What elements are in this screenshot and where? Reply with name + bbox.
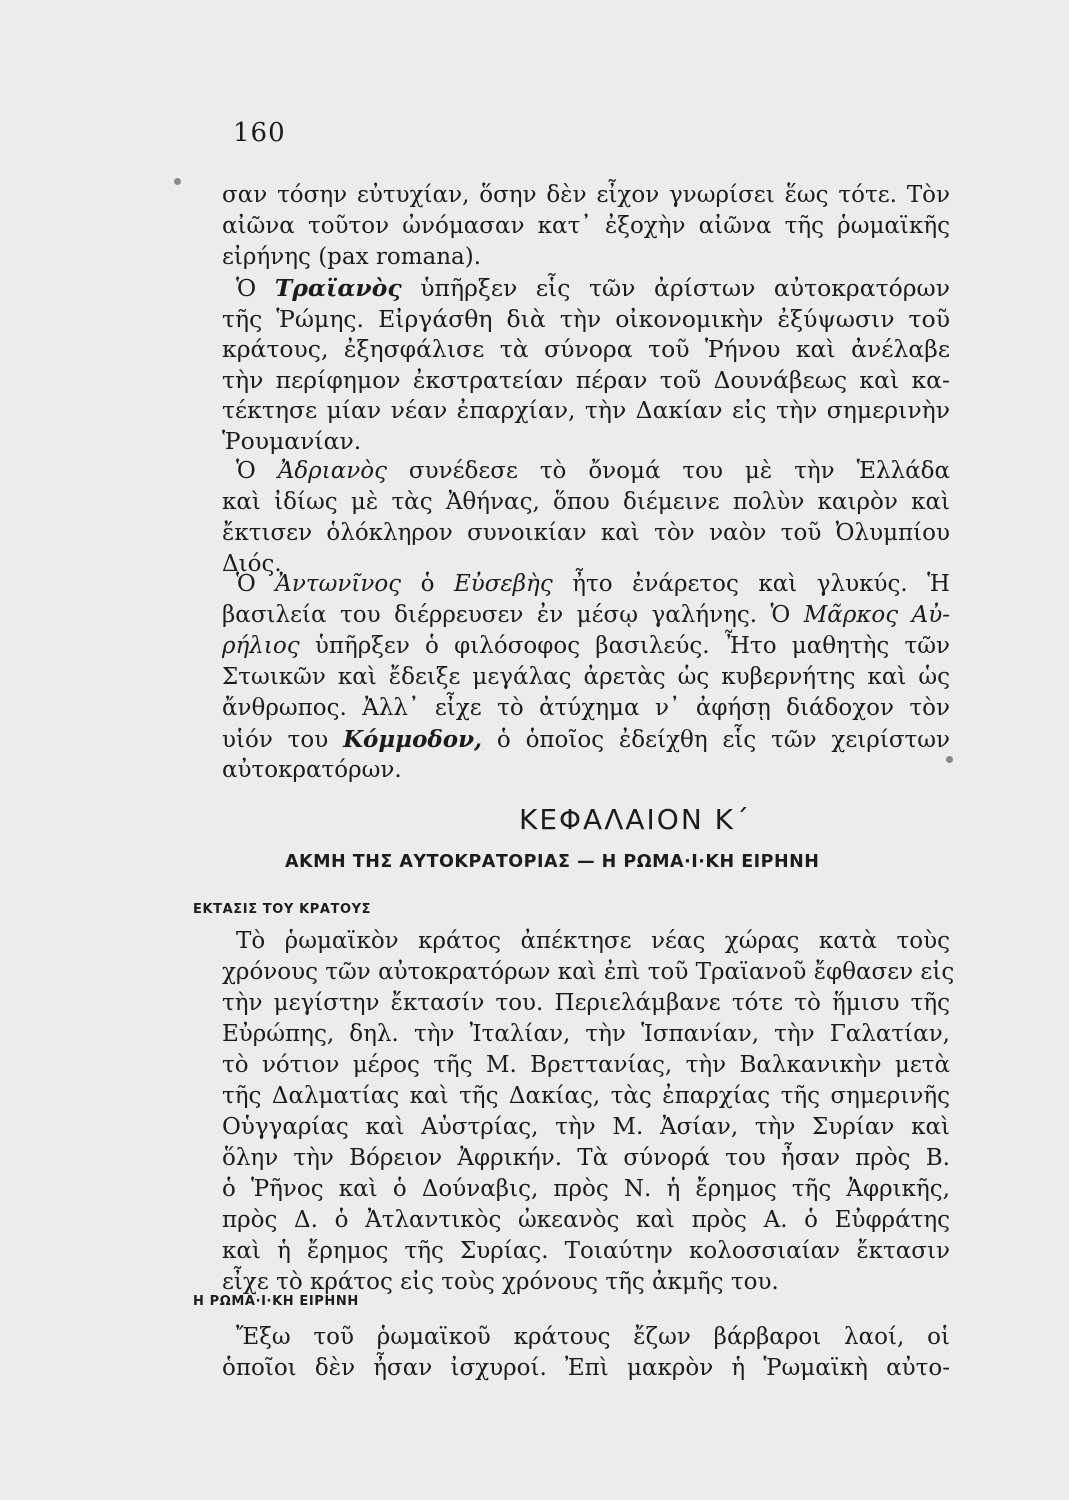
text-line: Στωικῶν καὶ ἔδειξε μεγάλας ἀρετὰς ὡς κυβερνήτης καὶ ὡς	[222, 664, 950, 690]
text-line: Ῥουμανίαν.	[222, 426, 362, 455]
text-line: Οὑγγαρίας καὶ Αὐστρίας, τὴν Μ. Ἀσίαν, τὴν Συρίαν καὶ	[222, 1114, 950, 1140]
scan-speck	[174, 178, 181, 185]
text-run: ὑπῆρξεν ὁ φιλόσοφος βασιλεύς. Ἦτο μαθητὴς τῶν	[299, 633, 950, 659]
name-hadrian: Ἀδριανὸς	[277, 458, 387, 484]
text-run: ἦτο ἐνάρετος καὶ γλυκύς. Ἡ	[552, 571, 950, 597]
text-line: χρόνους τῶν αὐτοκρατόρων καὶ ἐπὶ τοῦ Τραϊανοῦ ἔφθασεν εἰς	[222, 959, 955, 985]
text-line: εἶχε τὸ κράτος εἰς τοὺς χρόνους τῆς ἀκμῆς του.	[222, 1269, 779, 1295]
text-run: ὁ ὁποῖος ἐδείχθη εἷς τῶν χειρίστων	[482, 727, 950, 753]
text-run: ὑπῆρξεν εἷς τῶν ἀρίστων αὐτοκρατόρων	[401, 274, 951, 302]
page-number: 160	[233, 118, 286, 148]
text-run: υἱόν του	[222, 727, 344, 753]
name-eusebes: Εὐσεβὴς	[453, 571, 553, 597]
text-run: βασιλεία του διέρρευσεν ἐν μέσῳ γαλήνης. Ὁ	[222, 602, 804, 628]
name-trajan: Τραϊανὸς	[274, 274, 402, 302]
text-run: Ὁ	[236, 274, 275, 302]
text-line	[222, 273, 950, 304]
name-marcus: Μᾶρκος Αὐ-	[803, 602, 950, 628]
text-line	[222, 600, 950, 631]
text-line: Διός.	[222, 551, 282, 577]
paragraph-trajan	[222, 273, 950, 457]
name-aurelius: ρήλιος	[222, 633, 300, 659]
text-line	[222, 456, 950, 487]
text-line: ἄνθρωπος. Ἀλλ᾿ εἶχε τὸ ἀτύχημα ν᾿ ἀφήσῃ διάδοχον τὸν	[222, 695, 950, 721]
text-line: αἰῶνα τοῦτον ὠνόμασαν κατ᾿ ἐξοχὴν αἰῶνα τῆς ῥωμαϊκῆς	[222, 213, 950, 239]
paragraph-antoninus	[222, 569, 950, 786]
text-run: Ὁ	[236, 571, 276, 597]
text-line: ὁποῖοι δὲν ἦσαν ἰσχυροί. Ἐπὶ μακρὸν ἡ Ῥωμαϊκὴ αὐτο-	[222, 1355, 950, 1381]
text-run: Ὁ	[236, 458, 278, 484]
section-heading-extent: ΕΚΤΑΣΙΣ ΤΟΥ ΚΡΑΤΟΥΣ	[193, 902, 372, 917]
text-line: ἔκτισεν ὁλόκληρον συνοικίαν καὶ τὸν ναὸν τοῦ Ὀλυμπίου	[222, 520, 950, 546]
text-run: ὁ	[401, 571, 454, 597]
scan-speck	[946, 756, 953, 763]
text-line: ὁ Ῥῆνος καὶ ὁ Δούναβις, πρὸς Ν. ἡ ἔρημος τῆς Ἀφρικῆς,	[222, 1176, 950, 1202]
text-line: τέκτησε μίαν νέαν ἐπαρχίαν, τὴν Δακίαν εἰς τὴν σημερινὴν	[222, 396, 950, 425]
text-line: ὅλην τὴν Βόρειον Ἀφρικήν. Τὰ σύνορά του ἦσαν πρὸς Β.	[222, 1145, 950, 1171]
text-line: Ἔξω τοῦ ῥωμαϊκοῦ κράτους ἔζων βάρβαροι λαοί, οἱ	[236, 1324, 950, 1350]
chapter-title: ΚΕΦΑΛΑΙΟΝ Κ΄	[518, 803, 752, 836]
text-line: τὴν μεγίστην ἔκτασίν του. Περιελάμβανε τότε τὸ ἥμισυ τῆς	[222, 990, 950, 1016]
text-line: εἰρήνης (pax romana).	[222, 244, 482, 270]
paragraph-hadrian	[222, 456, 950, 580]
text-line: τῆς Δαλματίας καὶ τῆς Δακίας, τὰς ἐπαρχίας τῆς σημερινῆς	[222, 1083, 950, 1109]
text-line: τῆς Ῥώμης. Εἰργάσθη διὰ τὴν οἰκονομικὴν ἐξύψωσιν τοῦ	[222, 304, 950, 333]
text-line: αὐτοκρατόρων.	[222, 757, 402, 783]
text-line: καὶ ἡ ἔρημος τῆς Συρίας. Τοιαύτην κολοσσιαίαν ἔκτασιν	[222, 1238, 950, 1264]
text-line: Εὐρώπης, δηλ. τὴν Ἰταλίαν, τὴν Ἱσπανίαν, τὴν Γαλατίαν,	[222, 1021, 950, 1047]
text-line: Τὸ ῥωμαϊκὸν κράτος ἀπέκτησε νέας χώρας κατὰ τοὺς	[236, 928, 950, 954]
text-line	[222, 631, 950, 662]
name-commodus: Κόμμοδον,	[343, 726, 483, 753]
paragraph-pax	[222, 1322, 950, 1384]
text-line: τὴν περίφημον ἐκστρατείαν πέραν τοῦ Δουνάβεως καὶ κα-	[222, 365, 950, 394]
section-heading-pax: Η ΡΩΜΑ·Ι·ΚΗ ΕΙΡΗΝΗ	[193, 1294, 359, 1309]
text-line: καὶ ἰδίως μὲ τὰς Ἀθήνας, ὅπου διέμεινε πολὺν καιρὸν καὶ	[222, 489, 950, 515]
chapter-subtitle: ΑΚΜΗ ΤΗΣ ΑΥΤΟΚΡΑΤΟΡΙΑΣ — Η ΡΩΜΑ·Ι·ΚΗ ΕΙΡΗΝΗ	[285, 852, 820, 872]
text-line: τὸ νότιον μέρος τῆς Μ. Βρεττανίας, τὴν Βαλκανικὴν μετὰ	[222, 1052, 950, 1078]
text-run: συνέδεσε τὸ ὄνομά του μὲ τὴν Ἑλλάδα	[386, 458, 951, 484]
text-line: πρὸς Δ. ὁ Ἀτλαντικὸς ὠκεανὸς καὶ πρὸς Α. ὁ Εὐφράτης	[222, 1207, 950, 1233]
text-line: κράτους, ἐξησφάλισε τὰ σύνορα τοῦ Ῥήνου καὶ ἀνέλαβε	[222, 335, 950, 364]
text-line: σαν τόσην εὐτυχίαν, ὅσην δὲν εἶχον γνωρίσει ἕως τότε. Τὸν	[222, 182, 950, 208]
name-antoninus: Ἀντωνῖνος	[275, 571, 402, 597]
paragraph-extent	[222, 926, 955, 1298]
paragraph-pax-romana	[222, 180, 950, 273]
text-line	[222, 569, 950, 600]
text-line	[222, 724, 950, 755]
